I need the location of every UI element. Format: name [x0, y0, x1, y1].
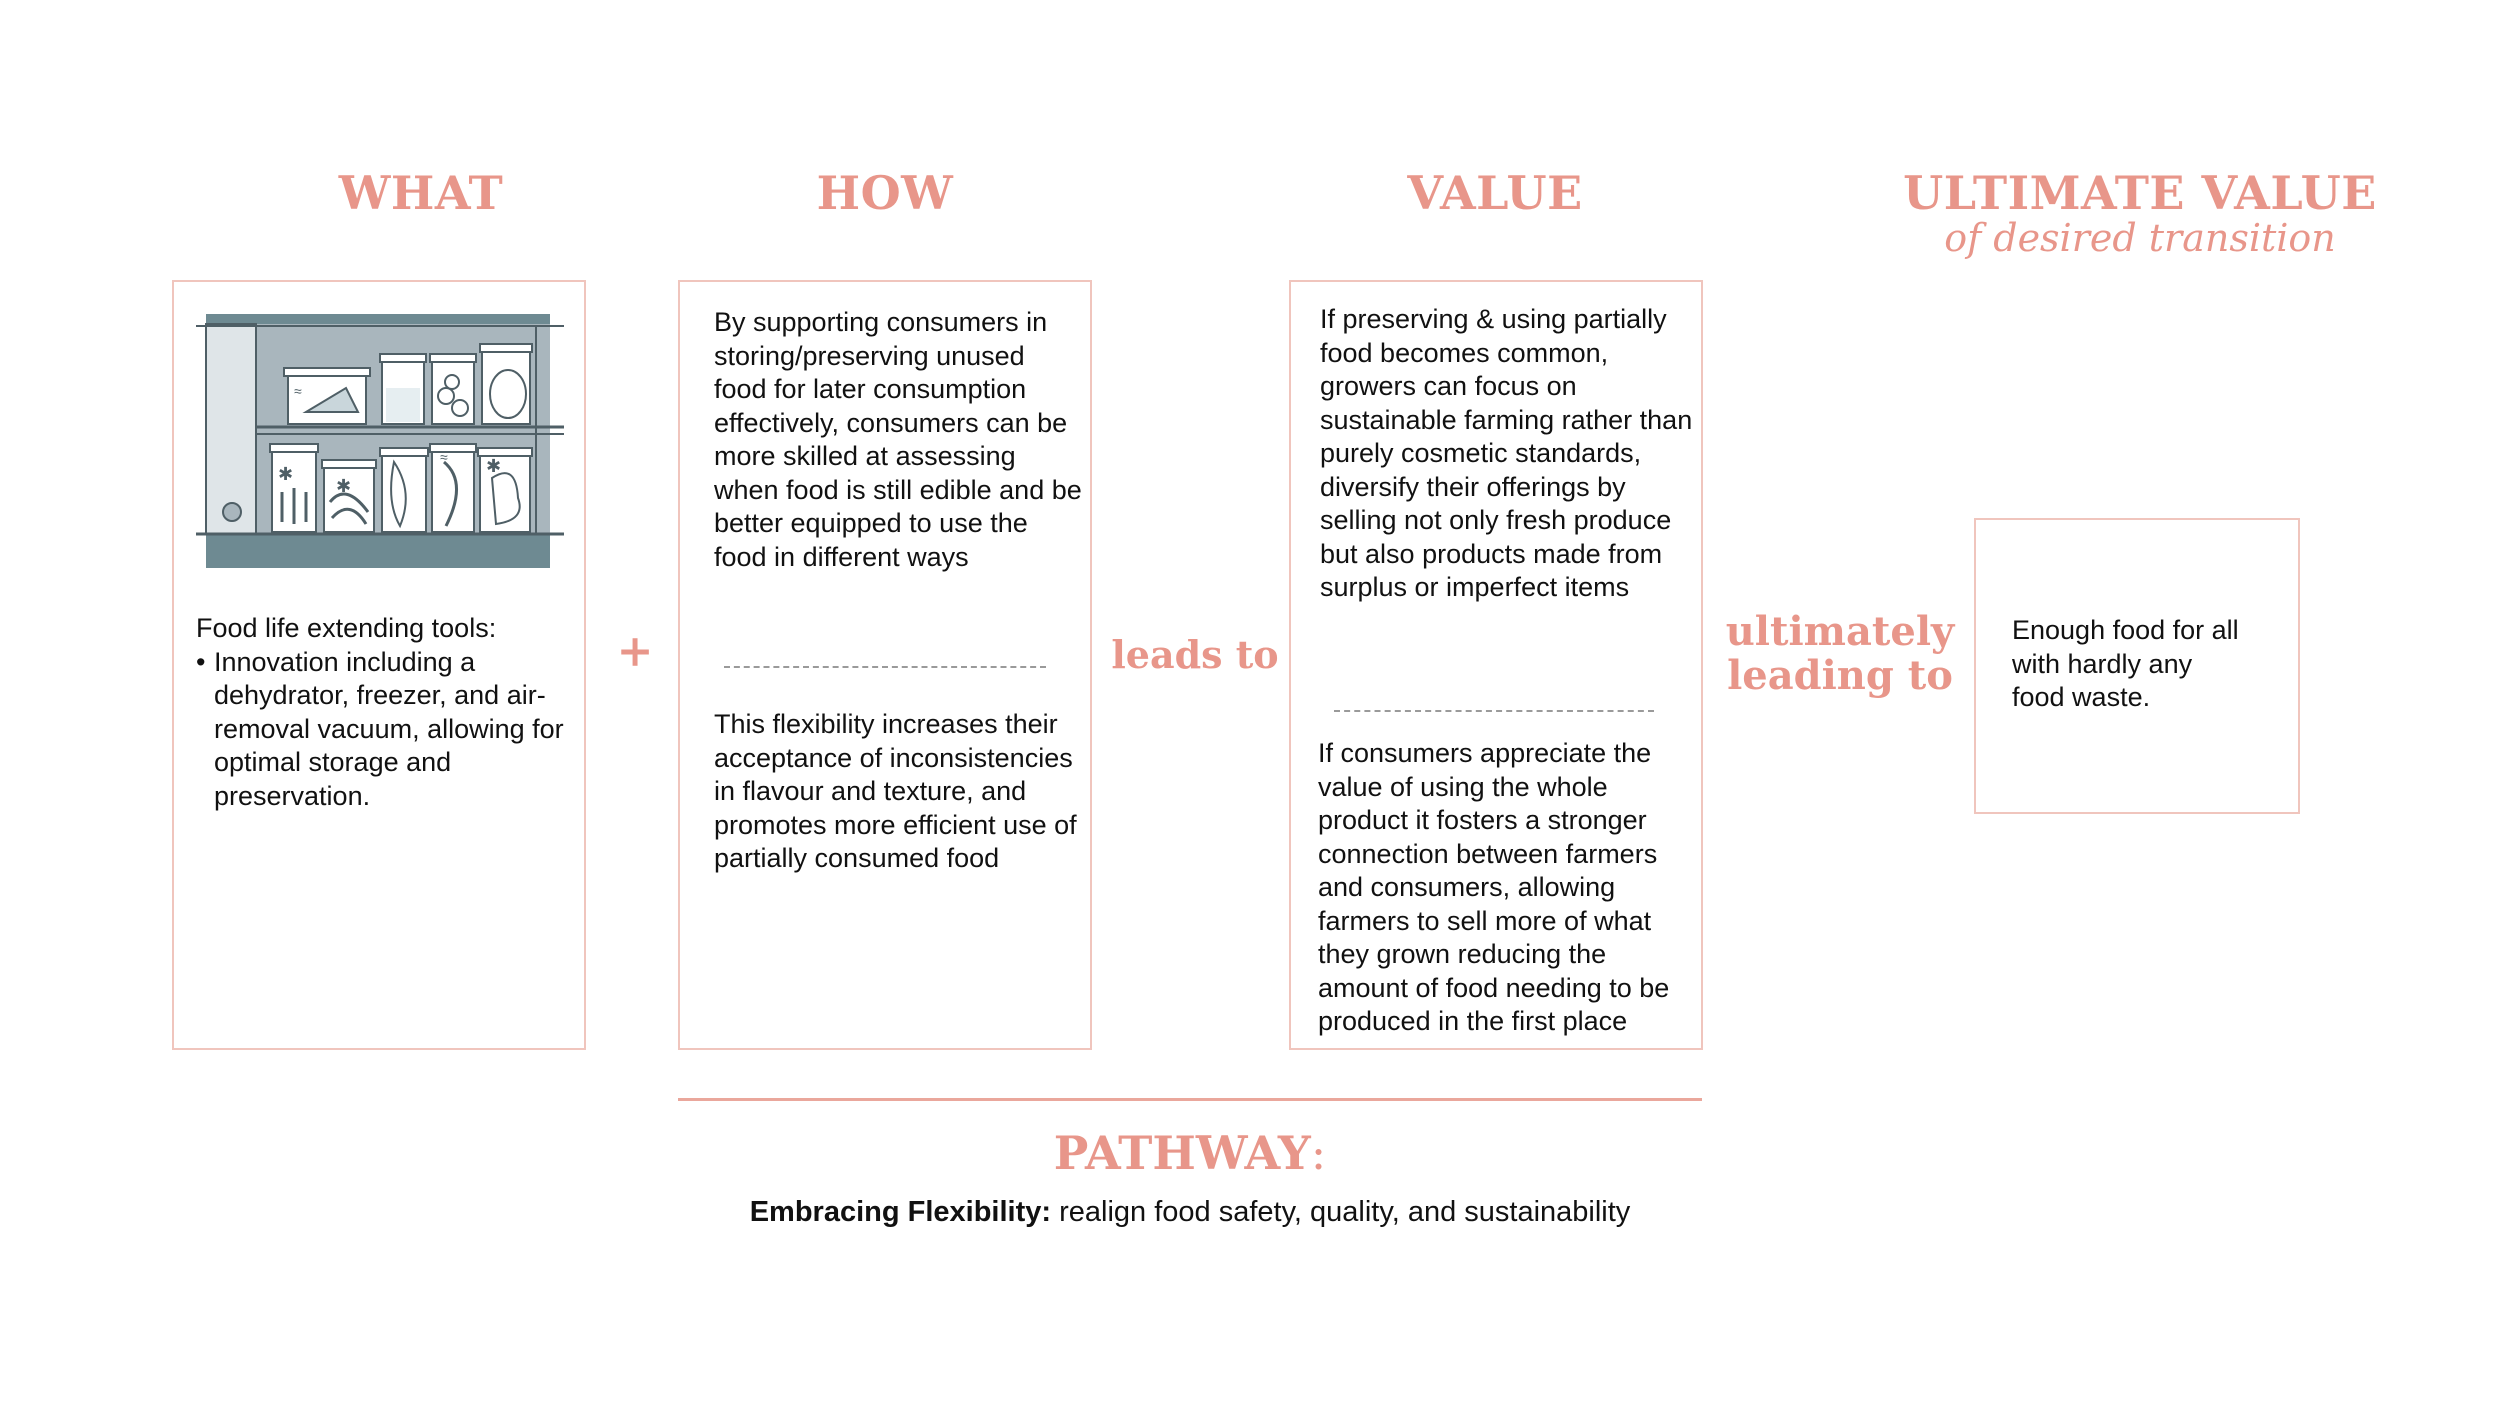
what-box-title: Food life extending tools: [196, 613, 497, 643]
pathway-label-text: PATHWAY [1053, 1126, 1311, 1180]
what-box-text [196, 612, 576, 813]
heading-ultimate-value-subtitle: of desired transition [1944, 216, 2336, 260]
pathway-divider [678, 1098, 1702, 1101]
connector-ultimately-leading-to [1720, 610, 1960, 698]
pathway-description-bold: Embracing Flexibility: [749, 1196, 1052, 1228]
heading-value: VALUE [1407, 166, 1583, 220]
heading-what: WHAT [338, 166, 504, 220]
pathway-label [878, 1126, 1502, 1180]
connector-plus: + [616, 626, 654, 677]
how-box-text-2: This flexibility increases their acceptance of inconsistencies in flavour and texture, and promotes more efficient use of partially consumed food [714, 709, 1077, 873]
svg-text:✱: ✱ [336, 476, 352, 496]
heading-ultimate-value: ULTIMATE VALUE [1903, 166, 2377, 220]
what-box-bullet: • Innovation including a dehydrator, freezer, and air-removal vacuum, allowing for optimal storage and preservation. [196, 646, 576, 814]
connector-leads-to: leads to [1111, 632, 1279, 677]
value-box-text-2: If consumers appreciate the value of using the whole product it fosters a stronger connection between farmers and consumers, allowing farmers to sell more of what they grown reducing the amount of food needing to be produced in the first place [1318, 738, 1670, 1036]
storage-shelf-icon [196, 312, 564, 572]
svg-text:✱: ✱ [278, 464, 294, 484]
svg-text:✱: ✱ [486, 456, 502, 476]
pathway-description [600, 1196, 1780, 1229]
svg-text:≈: ≈ [294, 383, 302, 399]
how-box-text-1: By supporting consumers in storing/preserving unused food for later consumption effectively, consumers can be more skilled at assessing when food is still edible and be better equipped to use the food in different ways [714, 307, 1082, 572]
how-box-divider [724, 666, 1046, 668]
value-box-divider [1334, 710, 1654, 712]
pathway-description-rest: realign food safety, quality, and sustainability [1051, 1196, 1631, 1228]
connector-leading-to: leading to [1727, 652, 1953, 699]
ultimate-value-text: Enough food for all with hardly any food waste. [2012, 615, 2239, 712]
connector-ultimately: ultimately [1725, 608, 1955, 655]
svg-text:≈: ≈ [440, 449, 448, 465]
heading-how: HOW [816, 166, 954, 220]
value-box-text-1: If preserving & using partially food becomes common, growers can focus on sustainable farming rather than purely cosmetic standards, diversify their offerings by selling not only fresh produce but also products made from surplus or imperfect items [1320, 304, 1693, 602]
pathway-label-colon: : [1310, 1126, 1327, 1180]
